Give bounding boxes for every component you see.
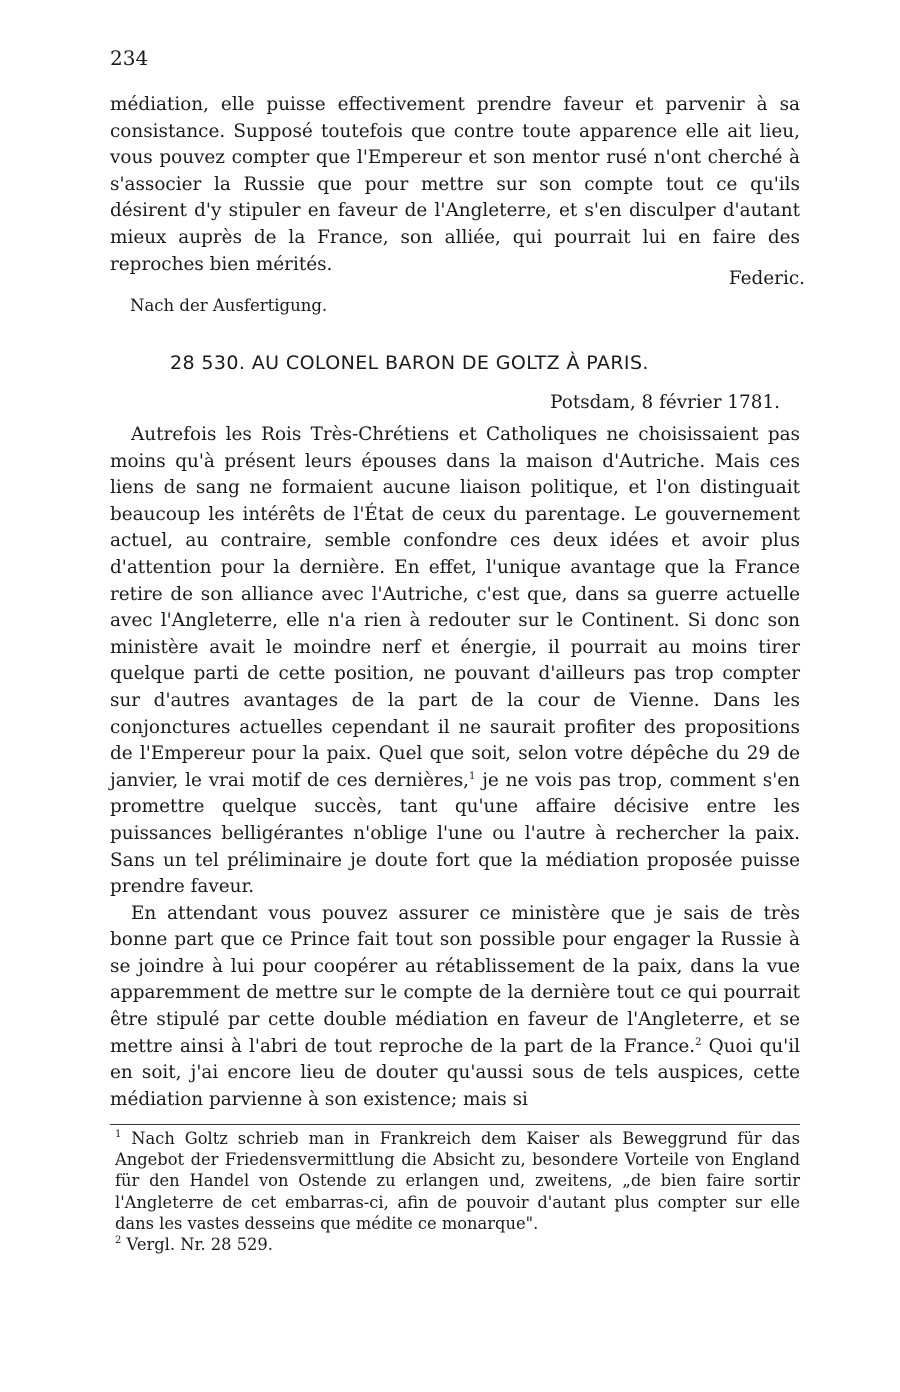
footnotes	[115, 1128, 800, 1255]
footnote-reference: 1	[469, 770, 476, 782]
paragraph	[110, 901, 800, 1114]
footnote-divider	[110, 1124, 800, 1125]
text-run: je ne vois pas trop, comment s'en promettre quelque succès, tant qu'une affaire décisive entre les puissances belligérantes n'oblige l'une ou l'autre à rechercher la paix. Sans un tel préliminaire je doute fort que la médiation proposée puisse prendre faveur.	[110, 769, 801, 898]
dateline: Potsdam, 8 février 1781.	[550, 392, 780, 413]
footnote-text: Vergl. Nr. 28 529.	[121, 1235, 273, 1255]
footnote	[115, 1234, 800, 1255]
continued-letter-text	[110, 92, 800, 278]
letter-heading: 28 530. AU COLONEL BARON DE GOLTZ À PARIS.	[170, 352, 649, 374]
text-run: En attendant vous pouvez assurer ce ministère que je sais de très bonne part que ce Prince fait tout son possible pour engager la Russie à se joindre à lui pour coopérer au rétablissement de la paix, dans la vue apparemment de mettre sur le compte de la dernière tout ce qui pourrait être stipulé par cette double médiation en faveur de l'Angleterre, et se mettre ainsi à l'abri de tout reproche de la part de la France.	[110, 902, 800, 1057]
source-note: Nach der Ausfertigung.	[130, 296, 328, 315]
footnote-marker: 1	[115, 1129, 122, 1140]
footnote-text: Nach Goltz schrieb man in Frankreich dem Kaiser als Beweggrund für das Angebot der Friedensvermittlung die Absicht zu, besondere Vorteile von England für den Handel von Ostende zu erlangen und, zweitens, „de bien faire sortir l'Angleterre de cet embarras-ci, afin de pouvoir d'autant plus compter sur elle dans les vastes desseins que médite ce monarque".	[115, 1129, 800, 1233]
footnote	[115, 1128, 800, 1234]
letter-body	[110, 422, 800, 1113]
signature: Federic.	[728, 268, 805, 289]
paragraph: médiation, elle puisse effectivement prendre faveur et parvenir à sa consistance. Supposé toutefois que contre toute apparence elle ait lieu, vous pouvez compter que l'Empereur et son mentor rusé n'ont cherché à s'associer la Russie que pour mettre sur son compte tout ce qu'ils désirent d'y stipuler en faveur de l'Angleterre, et s'en disculper d'autant mieux auprès de la France, son alliée, qui pourrait lui en faire des reproches bien mérités.	[110, 94, 800, 275]
text-run: Autrefois les Rois Très-Chrétiens et Catholiques ne choisissaient pas moins qu'à présent leurs épouses dans la maison d'Autriche. Mais ces liens de sang ne formaient aucune liaison politique, et l'on distinguait beaucoup les intérêts de l'État de ceux du parentage. Le gouvernement actuel, au contraire, semble confondre ces deux idées et avoir plus d'attention pour la dernière. En effet, l'unique avantage que la France retire de son alliance avec l'Autriche, c'est que, dans sa guerre actuelle avec l'Angleterre, elle n'a rien à redouter sur le Continent. Si donc son ministère avait le moindre nerf et énergie, il pourrait au moins tirer quelque parti de cette position, ne pouvant d'ailleurs pas trop compter sur d'autres avantages de la part de la cour de Vienne. Dans les conjonctures actuelles cependant il ne saurait profiter des propositions de l'Empereur pour la paix. Quel que soit, selon votre dépêche du 29 de janvier, le vrai motif de ces dernières,	[110, 424, 800, 791]
footnote-marker: 2	[115, 1235, 122, 1247]
footnote-reference: 2	[695, 1036, 702, 1048]
page-number: 234	[110, 46, 149, 70]
paragraph	[110, 422, 800, 901]
text-run: Quoi qu'il en soit, j'ai encore lieu de douter qu'aussi sous de tels auspices, cette médiation parvienne à son existence; mais si	[110, 1035, 800, 1110]
